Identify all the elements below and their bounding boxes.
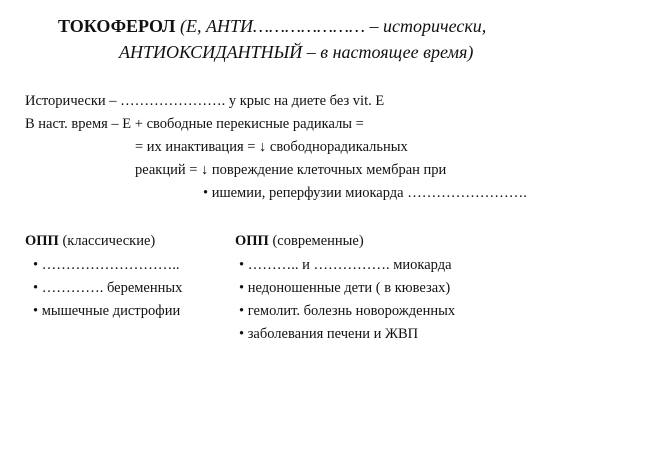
title-line-1 — [58, 15, 486, 37]
historical-line: Исторически – …………………. у крыс на диете без vit. Е — [25, 93, 385, 109]
title-subtitle-continued: АНТИОКСИДАНТНЫЙ – в настоящее время) — [119, 42, 474, 62]
modern-item: • недоношенные дети ( в кювезах) — [239, 280, 451, 296]
classic-item: • мышечные дистрофии — [33, 303, 181, 319]
modern-item: • гемолит. болезнь новорожденных — [239, 303, 456, 319]
current-line-4: • ишемии, реперфузии миокарда ……………………. — [203, 185, 527, 201]
modern-item: • ……….. и ……………. миокарда — [239, 257, 452, 273]
classic-heading-abbr: ОПП — [25, 233, 59, 249]
classic-item: • …………. беременных — [33, 280, 183, 296]
current-line-1: В наст. время – Е + свободные перекисные радикалы = — [25, 116, 364, 132]
current-line-3: реакций = ↓ повреждение клеточных мембран при — [135, 162, 447, 178]
modern-heading-abbr: ОПП — [235, 233, 269, 249]
classic-item: • ……………………….. — [33, 257, 180, 273]
modern-heading-label: (современные) — [268, 233, 364, 249]
classic-heading — [25, 232, 155, 250]
current-line-2: = их инактивация = ↓ свободнорадикальных — [135, 139, 408, 155]
modern-item: • заболевания печени и ЖВП — [239, 326, 419, 342]
title-subtitle: (Е, АНТИ………………… – исторически, — [175, 16, 487, 36]
classic-heading-label: (классические) — [58, 233, 156, 249]
title-line-2 — [119, 41, 473, 63]
modern-heading — [235, 232, 364, 250]
title-main: ТОКОФЕРОЛ — [58, 16, 176, 36]
